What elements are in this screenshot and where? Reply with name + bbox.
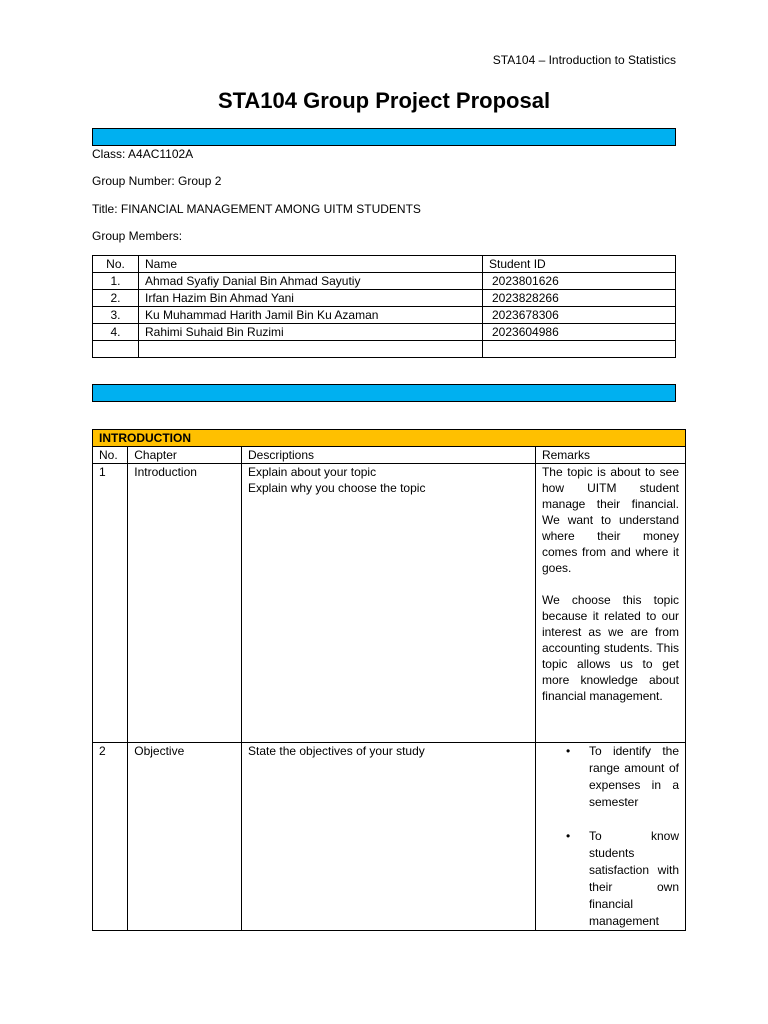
member-id: 2023604986 — [483, 324, 676, 341]
row-no: 1 — [93, 464, 128, 743]
row-remarks — [535, 743, 685, 931]
class-field: Class: A4AC1102A — [92, 147, 194, 161]
header-remarks: Remarks — [535, 447, 685, 464]
objective-text: To identify the range amount of expenses in a semester — [588, 744, 679, 809]
table-row — [93, 273, 676, 290]
table-row — [93, 464, 686, 743]
page-title: STA104 Group Project Proposal — [217, 88, 551, 113]
table-header-row — [93, 447, 686, 464]
empty-cell — [139, 341, 483, 358]
bullet-icon: • — [565, 744, 571, 758]
table-row — [93, 743, 686, 931]
table-row — [93, 324, 676, 341]
row-descriptions — [242, 464, 536, 743]
header-no: No. — [93, 447, 128, 464]
blue-divider-bar — [92, 128, 676, 146]
member-id: 2023801626 — [483, 273, 676, 290]
row-descriptions — [242, 743, 536, 931]
section-header-row — [93, 430, 686, 447]
member-name: Irfan Hazim Bin Ahmad Yani — [139, 290, 483, 307]
row-remarks — [535, 464, 685, 743]
row-chapter: Objective — [128, 743, 242, 931]
table-header-row — [93, 256, 676, 273]
running-header: STA104 – Introduction to Statistics — [492, 53, 676, 67]
group-number-field: Group Number: Group 2 — [92, 174, 222, 188]
section-title: INTRODUCTION — [93, 430, 686, 447]
member-name: Rahimi Suhaid Bin Ruzimi — [139, 324, 483, 341]
description-line: Explain why you choose the topic — [248, 481, 426, 495]
header-student-id: Student ID — [483, 256, 676, 273]
table-row — [93, 290, 676, 307]
header-descriptions: Descriptions — [242, 447, 536, 464]
description-line: Explain about your topic — [248, 465, 377, 479]
project-title-field: Title: FINANCIAL MANAGEMENT AMONG UITM STUDENTS — [92, 202, 421, 216]
introduction-table — [92, 429, 686, 931]
row-no: 2 — [93, 743, 128, 931]
objective-text: To know students satisfaction with their own financial management — [588, 829, 679, 928]
header-name: Name — [139, 256, 483, 273]
member-id: 2023678306 — [483, 307, 676, 324]
list-item — [542, 828, 679, 930]
row-chapter: Introduction — [128, 464, 242, 743]
members-table — [92, 255, 676, 358]
empty-cell — [93, 341, 139, 358]
member-no: 1. — [93, 273, 139, 290]
list-item — [542, 743, 679, 811]
member-no: 3. — [93, 307, 139, 324]
bullet-icon: • — [565, 829, 571, 843]
table-row — [93, 307, 676, 324]
blue-divider-bar — [92, 384, 676, 402]
member-id: 2023828266 — [483, 290, 676, 307]
member-name: Ahmad Syafiy Danial Bin Ahmad Sayutiy — [139, 273, 483, 290]
header-chapter: Chapter — [128, 447, 242, 464]
member-no: 2. — [93, 290, 139, 307]
remark-paragraph: We choose this topic because it related to our interest as we are from accounting students. This topic allows us to get more knowledge about financial management. — [541, 593, 679, 703]
header-no: No. — [93, 256, 139, 273]
description-line: State the objectives of your study — [248, 744, 425, 758]
empty-cell — [483, 341, 676, 358]
empty-table-row — [93, 341, 676, 358]
group-members-label: Group Members: — [92, 229, 183, 243]
member-no: 4. — [93, 324, 139, 341]
objective-list — [542, 743, 679, 930]
member-name: Ku Muhammad Harith Jamil Bin Ku Azaman — [139, 307, 483, 324]
remark-paragraph: The topic is about to see how UITM student manage their financial. We want to understand where their money comes from and where it goes. — [541, 465, 679, 575]
